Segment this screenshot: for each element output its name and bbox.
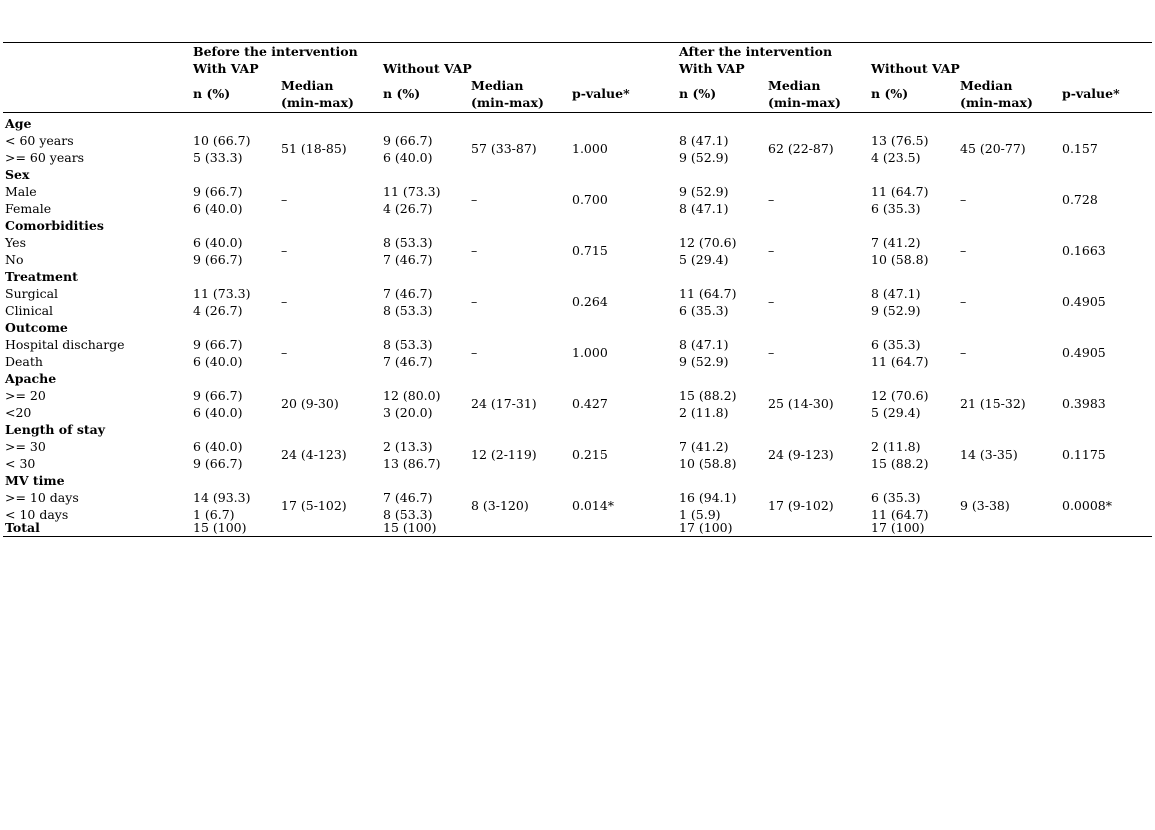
cell-before-with-vap-n: 6 (40.0) — [193, 439, 243, 454]
cell-after-with-vap-n: 15 (88.2) — [679, 388, 737, 403]
table-bottom-rule — [3, 536, 1152, 537]
cell-after-with-vap-median: 17 (9-102) — [768, 498, 834, 513]
col-header-before-with-vap: With VAP — [193, 61, 259, 76]
cell-after-with-vap-n: 9 (52.9) — [679, 150, 729, 165]
cell-after-p-value: 0.4905 — [1062, 345, 1106, 360]
col-header-p-2: p-value* — [1062, 86, 1120, 101]
cell-before-without-vap-n: 6 (40.0) — [383, 150, 433, 165]
cell-before-with-vap-median: – — [281, 294, 288, 309]
cell-before-with-vap-n: 6 (40.0) — [193, 405, 243, 420]
cell-before-without-vap-median: 12 (2-119) — [471, 447, 537, 462]
col-header-after-without-vap: Without VAP — [871, 61, 960, 76]
row-label: < 30 — [5, 456, 36, 471]
cell-before-without-vap-n: 13 (86.7) — [383, 456, 441, 471]
cell-before-without-vap-n: 7 (46.7) — [383, 354, 433, 369]
cell-before-without-vap-median: – — [471, 294, 478, 309]
cell-after-p-value: 0.4905 — [1062, 294, 1106, 309]
section-title: Length of stay — [5, 422, 106, 437]
total-label: Total — [5, 520, 40, 535]
cell-after-without-vap-n: 5 (29.4) — [871, 405, 921, 420]
cell-after-with-vap-n: 5 (29.4) — [679, 252, 729, 267]
cell-after-with-vap-median: – — [768, 345, 775, 360]
cell-after-with-vap-n: 1 (5.9) — [679, 507, 721, 522]
cell-after-with-vap-median: 62 (22-87) — [768, 141, 834, 156]
cell-before-with-vap-median: – — [281, 345, 288, 360]
cell-after-without-vap-median: 45 (20-77) — [960, 141, 1026, 156]
total-after-with-vap: 17 (100) — [679, 520, 733, 535]
col-header-n-1: n (%) — [193, 86, 231, 101]
group-header-before: Before the intervention — [193, 44, 358, 59]
col-header-n-3: n (%) — [679, 86, 717, 101]
cell-after-with-vap-n: 9 (52.9) — [679, 354, 729, 369]
cell-after-with-vap-n: 8 (47.1) — [679, 133, 729, 148]
row-label: No — [5, 252, 24, 267]
cell-before-without-vap-n: 3 (20.0) — [383, 405, 433, 420]
cell-before-with-vap-n: 9 (66.7) — [193, 337, 243, 352]
cell-after-with-vap-n: 7 (41.2) — [679, 439, 729, 454]
col-header-minmax-1: (min-max) — [281, 95, 354, 110]
cell-after-with-vap-n: 10 (58.8) — [679, 456, 737, 471]
cell-before-p-value: 0.264 — [572, 294, 608, 309]
cell-before-without-vap-n: 8 (53.3) — [383, 337, 433, 352]
cell-before-without-vap-n: 7 (46.7) — [383, 490, 433, 505]
cell-before-without-vap-median: 57 (33-87) — [471, 141, 537, 156]
table-top-rule — [3, 42, 1152, 43]
cell-after-with-vap-n: 8 (47.1) — [679, 201, 729, 216]
cell-before-p-value: 1.000 — [572, 345, 608, 360]
col-header-median-3: Median — [768, 78, 821, 93]
cell-after-without-vap-n: 11 (64.7) — [871, 184, 929, 199]
row-label: >= 20 — [5, 388, 46, 403]
cell-before-with-vap-n: 10 (66.7) — [193, 133, 251, 148]
cell-after-with-vap-n: 11 (64.7) — [679, 286, 737, 301]
cell-after-without-vap-n: 11 (64.7) — [871, 507, 929, 522]
row-label: Clinical — [5, 303, 54, 318]
cell-after-p-value: 0.157 — [1062, 141, 1098, 156]
col-header-median-2: Median — [471, 78, 524, 93]
section-title: Age — [5, 116, 32, 131]
cell-after-with-vap-median: – — [768, 294, 775, 309]
cell-before-with-vap-n: 4 (26.7) — [193, 303, 243, 318]
col-header-minmax-4: (min-max) — [960, 95, 1033, 110]
row-label: >= 60 years — [5, 150, 85, 165]
cell-after-without-vap-n: 10 (58.8) — [871, 252, 929, 267]
cell-after-without-vap-n: 2 (11.8) — [871, 439, 921, 454]
col-header-n-2: n (%) — [383, 86, 421, 101]
cell-after-without-vap-median: – — [960, 192, 967, 207]
total-before-without-vap: 15 (100) — [383, 520, 437, 535]
cell-after-p-value: 0.728 — [1062, 192, 1098, 207]
cell-before-p-value: 0.700 — [572, 192, 608, 207]
cell-after-without-vap-n: 6 (35.3) — [871, 201, 921, 216]
row-label: >= 30 — [5, 439, 46, 454]
cell-after-with-vap-n: 9 (52.9) — [679, 184, 729, 199]
cell-after-with-vap-median: – — [768, 243, 775, 258]
cell-before-p-value: 1.000 — [572, 141, 608, 156]
col-header-before-without-vap: Without VAP — [383, 61, 472, 76]
cell-before-with-vap-median: 51 (18-85) — [281, 141, 347, 156]
cell-before-with-vap-n: 14 (93.3) — [193, 490, 251, 505]
cell-before-with-vap-n: 9 (66.7) — [193, 456, 243, 471]
cell-after-without-vap-n: 9 (52.9) — [871, 303, 921, 318]
section-title: Treatment — [5, 269, 78, 284]
cell-before-without-vap-n: 12 (80.0) — [383, 388, 441, 403]
section-title: Apache — [5, 371, 57, 386]
cell-before-without-vap-n: 7 (46.7) — [383, 286, 433, 301]
cell-after-without-vap-n: 4 (23.5) — [871, 150, 921, 165]
cell-after-p-value: 0.0008* — [1062, 498, 1112, 513]
cell-after-without-vap-n: 15 (88.2) — [871, 456, 929, 471]
cell-before-with-vap-n: 1 (6.7) — [193, 507, 235, 522]
row-label: < 10 days — [5, 507, 69, 522]
row-label: < 60 years — [5, 133, 74, 148]
cell-after-without-vap-median: – — [960, 294, 967, 309]
total-before-with-vap: 15 (100) — [193, 520, 247, 535]
cell-after-with-vap-n: 12 (70.6) — [679, 235, 737, 250]
cell-after-with-vap-median: 25 (14-30) — [768, 396, 834, 411]
cell-after-with-vap-n: 8 (47.1) — [679, 337, 729, 352]
cell-before-with-vap-median: – — [281, 192, 288, 207]
cell-before-without-vap-median: – — [471, 243, 478, 258]
cell-after-p-value: 0.1175 — [1062, 447, 1106, 462]
cell-after-without-vap-median: 14 (3-35) — [960, 447, 1018, 462]
cell-after-without-vap-n: 12 (70.6) — [871, 388, 929, 403]
cell-before-without-vap-median: – — [471, 192, 478, 207]
total-after-without-vap: 17 (100) — [871, 520, 925, 535]
cell-before-with-vap-n: 5 (33.3) — [193, 150, 243, 165]
cell-after-without-vap-n: 8 (47.1) — [871, 286, 921, 301]
cell-before-without-vap-median: 8 (3-120) — [471, 498, 529, 513]
cell-after-p-value: 0.1663 — [1062, 243, 1106, 258]
col-header-minmax-3: (min-max) — [768, 95, 841, 110]
cell-before-with-vap-n: 9 (66.7) — [193, 184, 243, 199]
cell-after-without-vap-n: 7 (41.2) — [871, 235, 921, 250]
cell-before-without-vap-n: 4 (26.7) — [383, 201, 433, 216]
cell-after-with-vap-median: 24 (9-123) — [768, 447, 834, 462]
cell-after-with-vap-median: – — [768, 192, 775, 207]
section-title: Outcome — [5, 320, 68, 335]
cell-before-p-value: 0.215 — [572, 447, 608, 462]
header-bottom-rule — [3, 112, 1152, 113]
cell-after-p-value: 0.3983 — [1062, 396, 1106, 411]
cell-before-p-value: 0.427 — [572, 396, 608, 411]
col-header-minmax-2: (min-max) — [471, 95, 544, 110]
cell-after-without-vap-median: – — [960, 243, 967, 258]
cell-before-with-vap-median: 24 (4-123) — [281, 447, 347, 462]
row-label: Surgical — [5, 286, 59, 301]
row-label: Yes — [5, 235, 26, 250]
cell-before-with-vap-n: 6 (40.0) — [193, 201, 243, 216]
cell-after-without-vap-median: – — [960, 345, 967, 360]
cell-before-p-value: 0.014* — [572, 498, 615, 513]
group-header-after: After the intervention — [679, 44, 833, 59]
cell-after-with-vap-n: 16 (94.1) — [679, 490, 737, 505]
section-title: MV time — [5, 473, 65, 488]
row-label: >= 10 days — [5, 490, 79, 505]
row-label: <20 — [5, 405, 32, 420]
row-label: Death — [5, 354, 43, 369]
cell-before-without-vap-n: 8 (53.3) — [383, 507, 433, 522]
row-label: Female — [5, 201, 52, 216]
row-label: Male — [5, 184, 37, 199]
cell-before-with-vap-median: 20 (9-30) — [281, 396, 339, 411]
cell-before-with-vap-n: 11 (73.3) — [193, 286, 251, 301]
cell-before-p-value: 0.715 — [572, 243, 608, 258]
cell-after-without-vap-n: 6 (35.3) — [871, 490, 921, 505]
cell-after-with-vap-n: 6 (35.3) — [679, 303, 729, 318]
cell-before-with-vap-n: 6 (40.0) — [193, 354, 243, 369]
col-header-n-4: n (%) — [871, 86, 909, 101]
cell-before-without-vap-n: 2 (13.3) — [383, 439, 433, 454]
col-header-after-with-vap: With VAP — [679, 61, 745, 76]
section-title: Comorbidities — [5, 218, 104, 233]
cell-before-without-vap-n: 8 (53.3) — [383, 235, 433, 250]
section-title: Sex — [5, 167, 30, 182]
cell-before-with-vap-n: 9 (66.7) — [193, 252, 243, 267]
cell-before-without-vap-n: 9 (66.7) — [383, 133, 433, 148]
cell-before-with-vap-n: 6 (40.0) — [193, 235, 243, 250]
cell-before-with-vap-median: 17 (5-102) — [281, 498, 347, 513]
cell-after-without-vap-n: 6 (35.3) — [871, 337, 921, 352]
cell-before-without-vap-n: 7 (46.7) — [383, 252, 433, 267]
cell-before-with-vap-median: – — [281, 243, 288, 258]
cell-before-without-vap-n: 8 (53.3) — [383, 303, 433, 318]
cell-before-with-vap-n: 9 (66.7) — [193, 388, 243, 403]
cell-after-without-vap-n: 11 (64.7) — [871, 354, 929, 369]
cell-before-without-vap-median: – — [471, 345, 478, 360]
cell-after-without-vap-median: 9 (3-38) — [960, 498, 1010, 513]
col-header-p-1: p-value* — [572, 86, 630, 101]
cell-after-without-vap-n: 13 (76.5) — [871, 133, 929, 148]
cell-before-without-vap-median: 24 (17-31) — [471, 396, 537, 411]
cell-before-without-vap-n: 11 (73.3) — [383, 184, 441, 199]
col-header-median-1: Median — [281, 78, 334, 93]
cell-after-with-vap-n: 2 (11.8) — [679, 405, 729, 420]
cell-after-without-vap-median: 21 (15-32) — [960, 396, 1026, 411]
col-header-median-4: Median — [960, 78, 1013, 93]
row-label: Hospital discharge — [5, 337, 125, 352]
